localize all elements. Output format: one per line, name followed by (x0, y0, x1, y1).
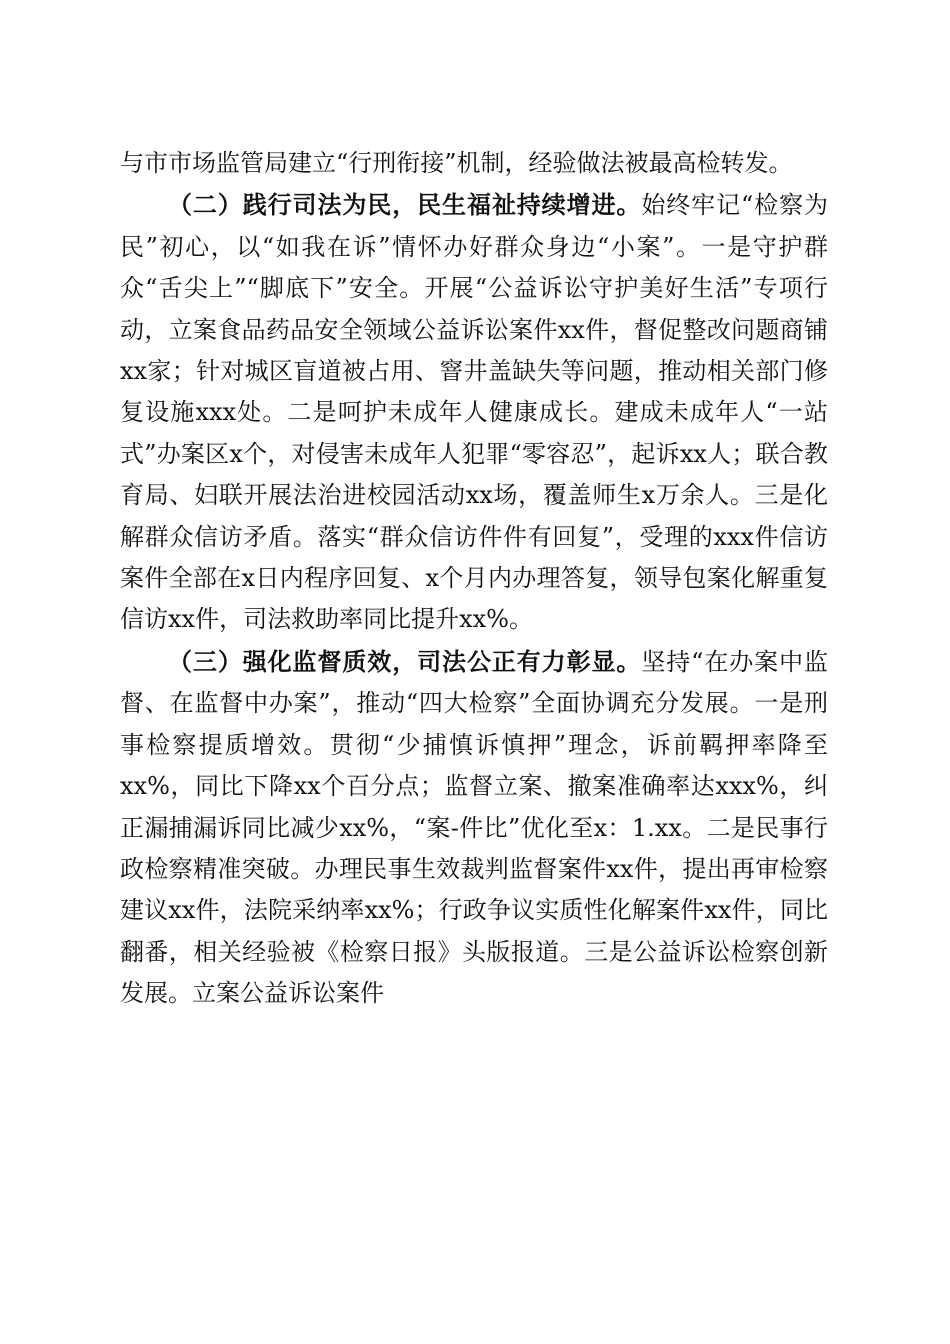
section-3-paragraph (120, 641, 828, 1015)
section-3-body: 坚持“在办案中监督、在监督中办案”，推动“四大检察”全面协调充分发展。一是刑事检察提质增效。贯彻“少捕慎诉慎押”理念，诉前羁押率降至xx%，同比下降xx个百分点；监督立案、撤案准确率达xxx%，纠正漏捕漏诉同比减少xx%，“案-件比”优化至x：1.xx。二是民事行政检察精准突破。办理民事生效裁判监督案件xx件，提出再审检察建议xx件，法院采纳率xx%；行政争议实质性化解案件xx件，同比翻番，相关经验被《检察日报》头版报道。三是公益诉讼检察创新发展。立案公益诉讼案件 (120, 647, 828, 1008)
section-2-heading: （二）践行司法为民，民生福祉持续增进。 (168, 190, 642, 220)
section-3-heading: （三）强化监督质效，司法公正有力彰显。 (168, 646, 642, 676)
document-page (120, 143, 828, 1015)
section-2-paragraph (120, 184, 828, 640)
continuation-paragraph: 与市市场监管局建立“行刑衔接”机制，经验做法被最高检转发。 (120, 149, 793, 177)
section-2-body: 始终牢记“检察为民”初心，以“如我在诉”情怀办好群众身边“小案”。一是守护群众“舌尖上”“脚底下”安全。开展“公益诉讼守护美好生活”专项行动，立案食品药品安全领域公益诉讼案件xx件，督促整改问题商铺xx家；针对城区盲道被占用、窨井盖缺失等问题，推动相关部门修复设施xxx处。二是呵护未成年人健康成长。建成未成年人“一站式”办案区x个，对侵害未成年人犯罪“零容忍”，起诉xx人；联合教育局、妇联开展法治进校园活动xx场，覆盖师生x万余人。三是化解群众信访矛盾。落实“群众信访件件有回复”，受理的xxx件信访案件全部在x日内程序回复、x个月内办理答复，领导包案化解重复信访xx件，司法救助率同比提升xx%。 (120, 191, 828, 634)
